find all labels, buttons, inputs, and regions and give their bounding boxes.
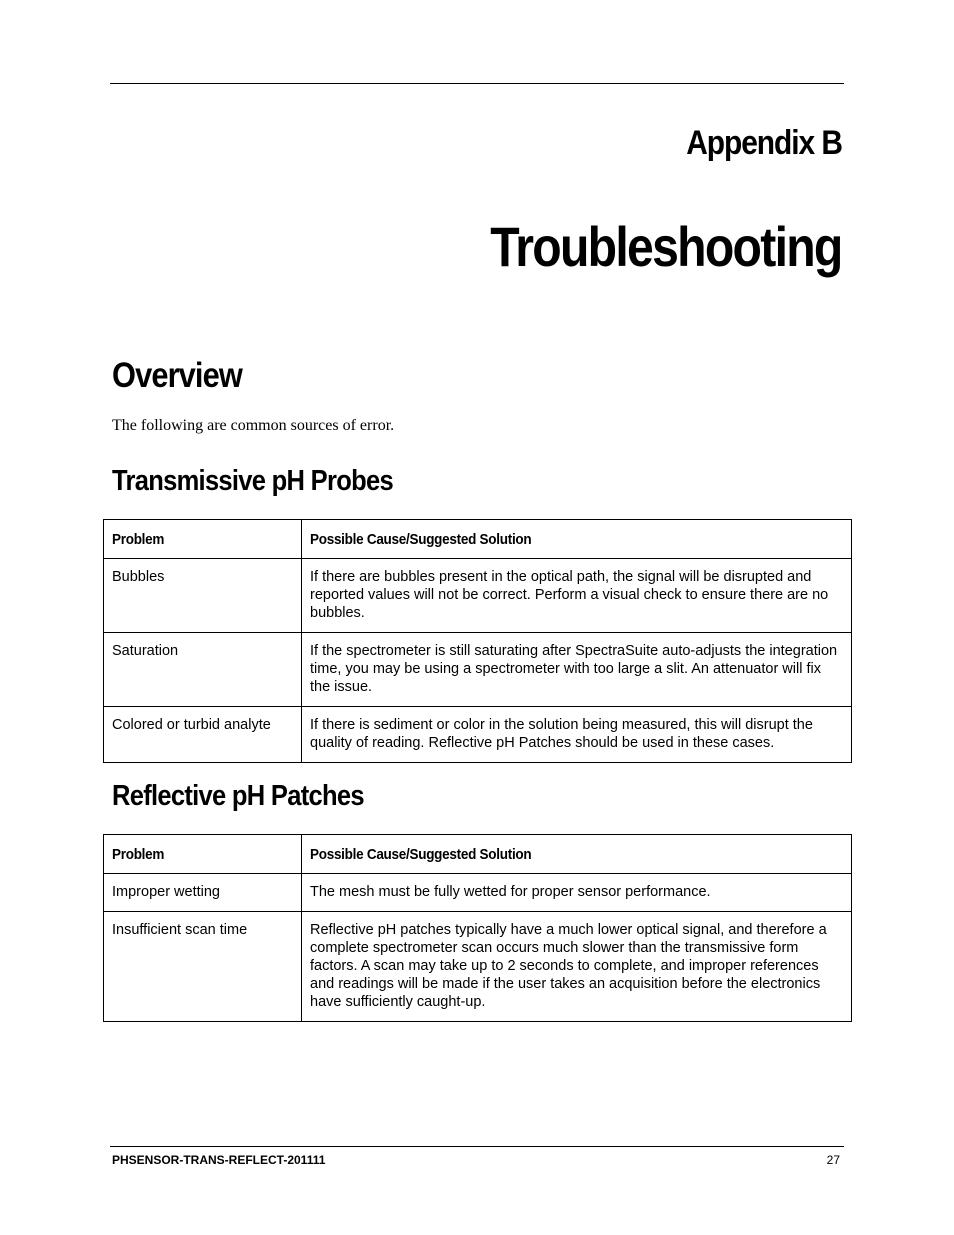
- reflective-table: [103, 834, 852, 1022]
- header-rule: [110, 83, 844, 84]
- transmissive-heading: Transmissive pH Probes: [112, 465, 393, 497]
- table-row: [104, 874, 852, 912]
- problem-cell: Saturation: [104, 633, 302, 707]
- table-row: [104, 707, 852, 763]
- overview-text: The following are common sources of error.: [112, 417, 395, 434]
- problem-cell: Improper wetting: [104, 874, 302, 912]
- table-row: [104, 633, 852, 707]
- chapter-title: Troubleshooting: [490, 215, 842, 278]
- problem-cell: Bubbles: [104, 559, 302, 633]
- overview-heading: Overview: [112, 356, 242, 395]
- solution-cell: If there are bubbles present in the optical path, the signal will be disrupted and reported values will not be correct. Perform a visual check to ensure there are no bubbles.: [302, 559, 852, 633]
- appendix-label: Appendix B: [686, 124, 842, 162]
- column-header-problem: Problem: [104, 835, 302, 874]
- column-header-solution: Possible Cause/Suggested Solution: [302, 835, 852, 874]
- footer-doc-id: PHSENSOR-TRANS-REFLECT-201111: [112, 1153, 326, 1167]
- column-header-problem: Problem: [104, 520, 302, 559]
- problem-cell: Colored or turbid analyte: [104, 707, 302, 763]
- table-header-row: [104, 835, 852, 874]
- transmissive-table: [103, 519, 852, 763]
- solution-cell: Reflective pH patches typically have a much lower optical signal, and therefore a complete spectrometer scan occurs much slower than the transmissive form factors. A scan may take up to 2 seconds to complete, and improper references and readings will be made if the user takes an acquisition before the electronics have sufficiently caught-up.: [302, 912, 852, 1022]
- column-header-solution: Possible Cause/Suggested Solution: [302, 520, 852, 559]
- problem-cell: Insufficient scan time: [104, 912, 302, 1022]
- solution-cell: If there is sediment or color in the solution being measured, this will disrupt the quality of reading. Reflective pH Patches should be used in these cases.: [302, 707, 852, 763]
- page-number: 27: [826, 1153, 840, 1167]
- solution-cell: If the spectrometer is still saturating after SpectraSuite auto-adjusts the integration time, you may be using a spectrometer with too large a slit. An attenuator will fix the issue.: [302, 633, 852, 707]
- reflective-heading: Reflective pH Patches: [112, 780, 364, 812]
- table-header-row: [104, 520, 852, 559]
- table-row: [104, 559, 852, 633]
- footer-rule: [110, 1146, 844, 1147]
- table-row: [104, 912, 852, 1022]
- solution-cell: The mesh must be fully wetted for proper sensor performance.: [302, 874, 852, 912]
